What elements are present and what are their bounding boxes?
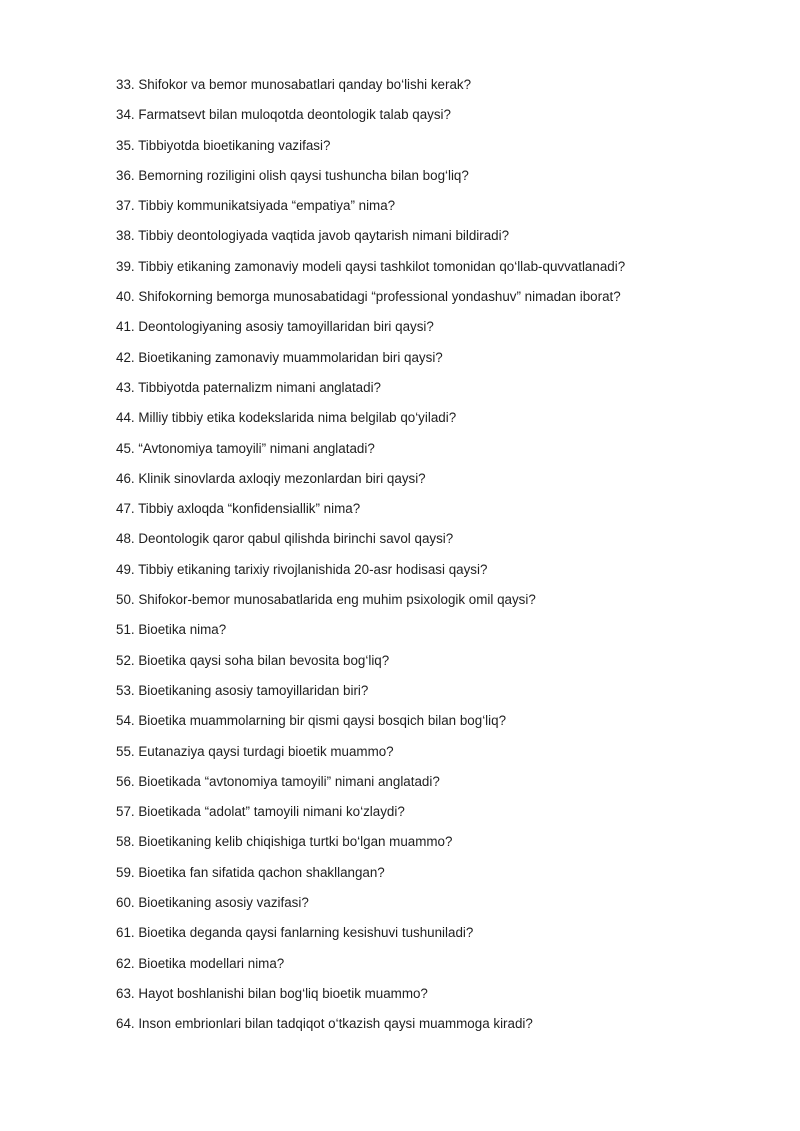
question-52: 52. Bioetika qaysi soha bilan bevosita bog‘liq? <box>116 652 390 668</box>
question-59: 59. Bioetika fan sifatida qachon shakllangan? <box>116 864 385 880</box>
question-55: 55. Eutanaziya qaysi turdagi bioetik muammo? <box>116 743 394 759</box>
question-54: 54. Bioetika muammolarning bir qismi qaysi bosqich bilan bog‘liq? <box>116 713 507 729</box>
question-56: 56. Bioetikada “avtonomiya tamoyili” nimani anglatadi? <box>116 773 440 789</box>
question-49: 49. Tibbiy etikaning tarixiy rivojlanishida 20-asr hodisasi qaysi? <box>116 561 488 577</box>
question-64: 64. Inson embrionlari bilan tadqiqot o‘tkazish qaysi muammoga kiradi? <box>116 1016 533 1032</box>
question-41: 41. Deontologiyaning asosiy tamoyillaridan biri qaysi? <box>116 319 434 335</box>
question-38: 38. Tibbiy deontologiyada vaqtida javob qaytarish nimani bildiradi? <box>116 228 510 244</box>
question-63: 63. Hayot boshlanishi bilan bog‘liq bioetik muammo? <box>116 985 428 1001</box>
question-44: 44. Milliy tibbiy etika kodekslarida nima belgilab qo‘yiladi? <box>116 410 457 426</box>
question-47: 47. Tibbiy axloqda “konfidensiallik” nima? <box>116 501 361 517</box>
question-35: 35. Tibbiyotda bioetikaning vazifasi? <box>116 137 331 153</box>
question-list <box>116 75 756 1045</box>
question-45: 45. “Avtonomiya tamoyili” nimani anglatadi? <box>116 440 375 456</box>
question-61: 61. Bioetika deganda qaysi fanlarning kesishuvi tushuniladi? <box>116 925 474 941</box>
question-36: 36. Bemorning roziligini olish qaysi tushuncha bilan bog‘liq? <box>116 167 469 183</box>
question-42: 42. Bioetikaning zamonaviy muammolaridan biri qaysi? <box>116 349 443 365</box>
question-43: 43. Tibbiyotda paternalizm nimani anglatadi? <box>116 379 382 395</box>
question-62: 62. Bioetika modellari nima? <box>116 955 285 971</box>
question-51: 51. Bioetika nima? <box>116 622 227 638</box>
question-40: 40. Shifokorning bemorga munosabatidagi “professional yondashuv” nimadan iborat? <box>116 289 621 305</box>
question-48: 48. Deontologik qaror qabul qilishda birinchi savol qaysi? <box>116 531 454 547</box>
question-33: 33. Shifokor va bemor munosabatlari qanday bo‘lishi kerak? <box>116 77 472 92</box>
question-50: 50. Shifokor-bemor munosabatlarida eng muhim psixologik omil qaysi? <box>116 592 536 608</box>
question-60: 60. Bioetikaning asosiy vazifasi? <box>116 895 309 911</box>
question-53: 53. Bioetikaning asosiy tamoyillaridan biri? <box>116 682 369 698</box>
question-58: 58. Bioetikaning kelib chiqishiga turtki bo‘lgan muammo? <box>116 834 453 850</box>
question-34: 34. Farmatsevt bilan muloqotda deontologik talab qaysi? <box>116 107 451 123</box>
question-57: 57. Bioetikada “adolat” tamoyili nimani ko‘zlaydi? <box>116 804 405 820</box>
question-46: 46. Klinik sinovlarda axloqiy mezonlardan biri qaysi? <box>116 470 426 486</box>
question-39: 39. Tibbiy etikaning zamonaviy modeli qaysi tashkilot tomonidan qo‘llab-quvvatlanadi? <box>116 258 626 274</box>
question-37: 37. Tibbiy kommunikatsiyada “empatiya” nima? <box>116 198 396 214</box>
